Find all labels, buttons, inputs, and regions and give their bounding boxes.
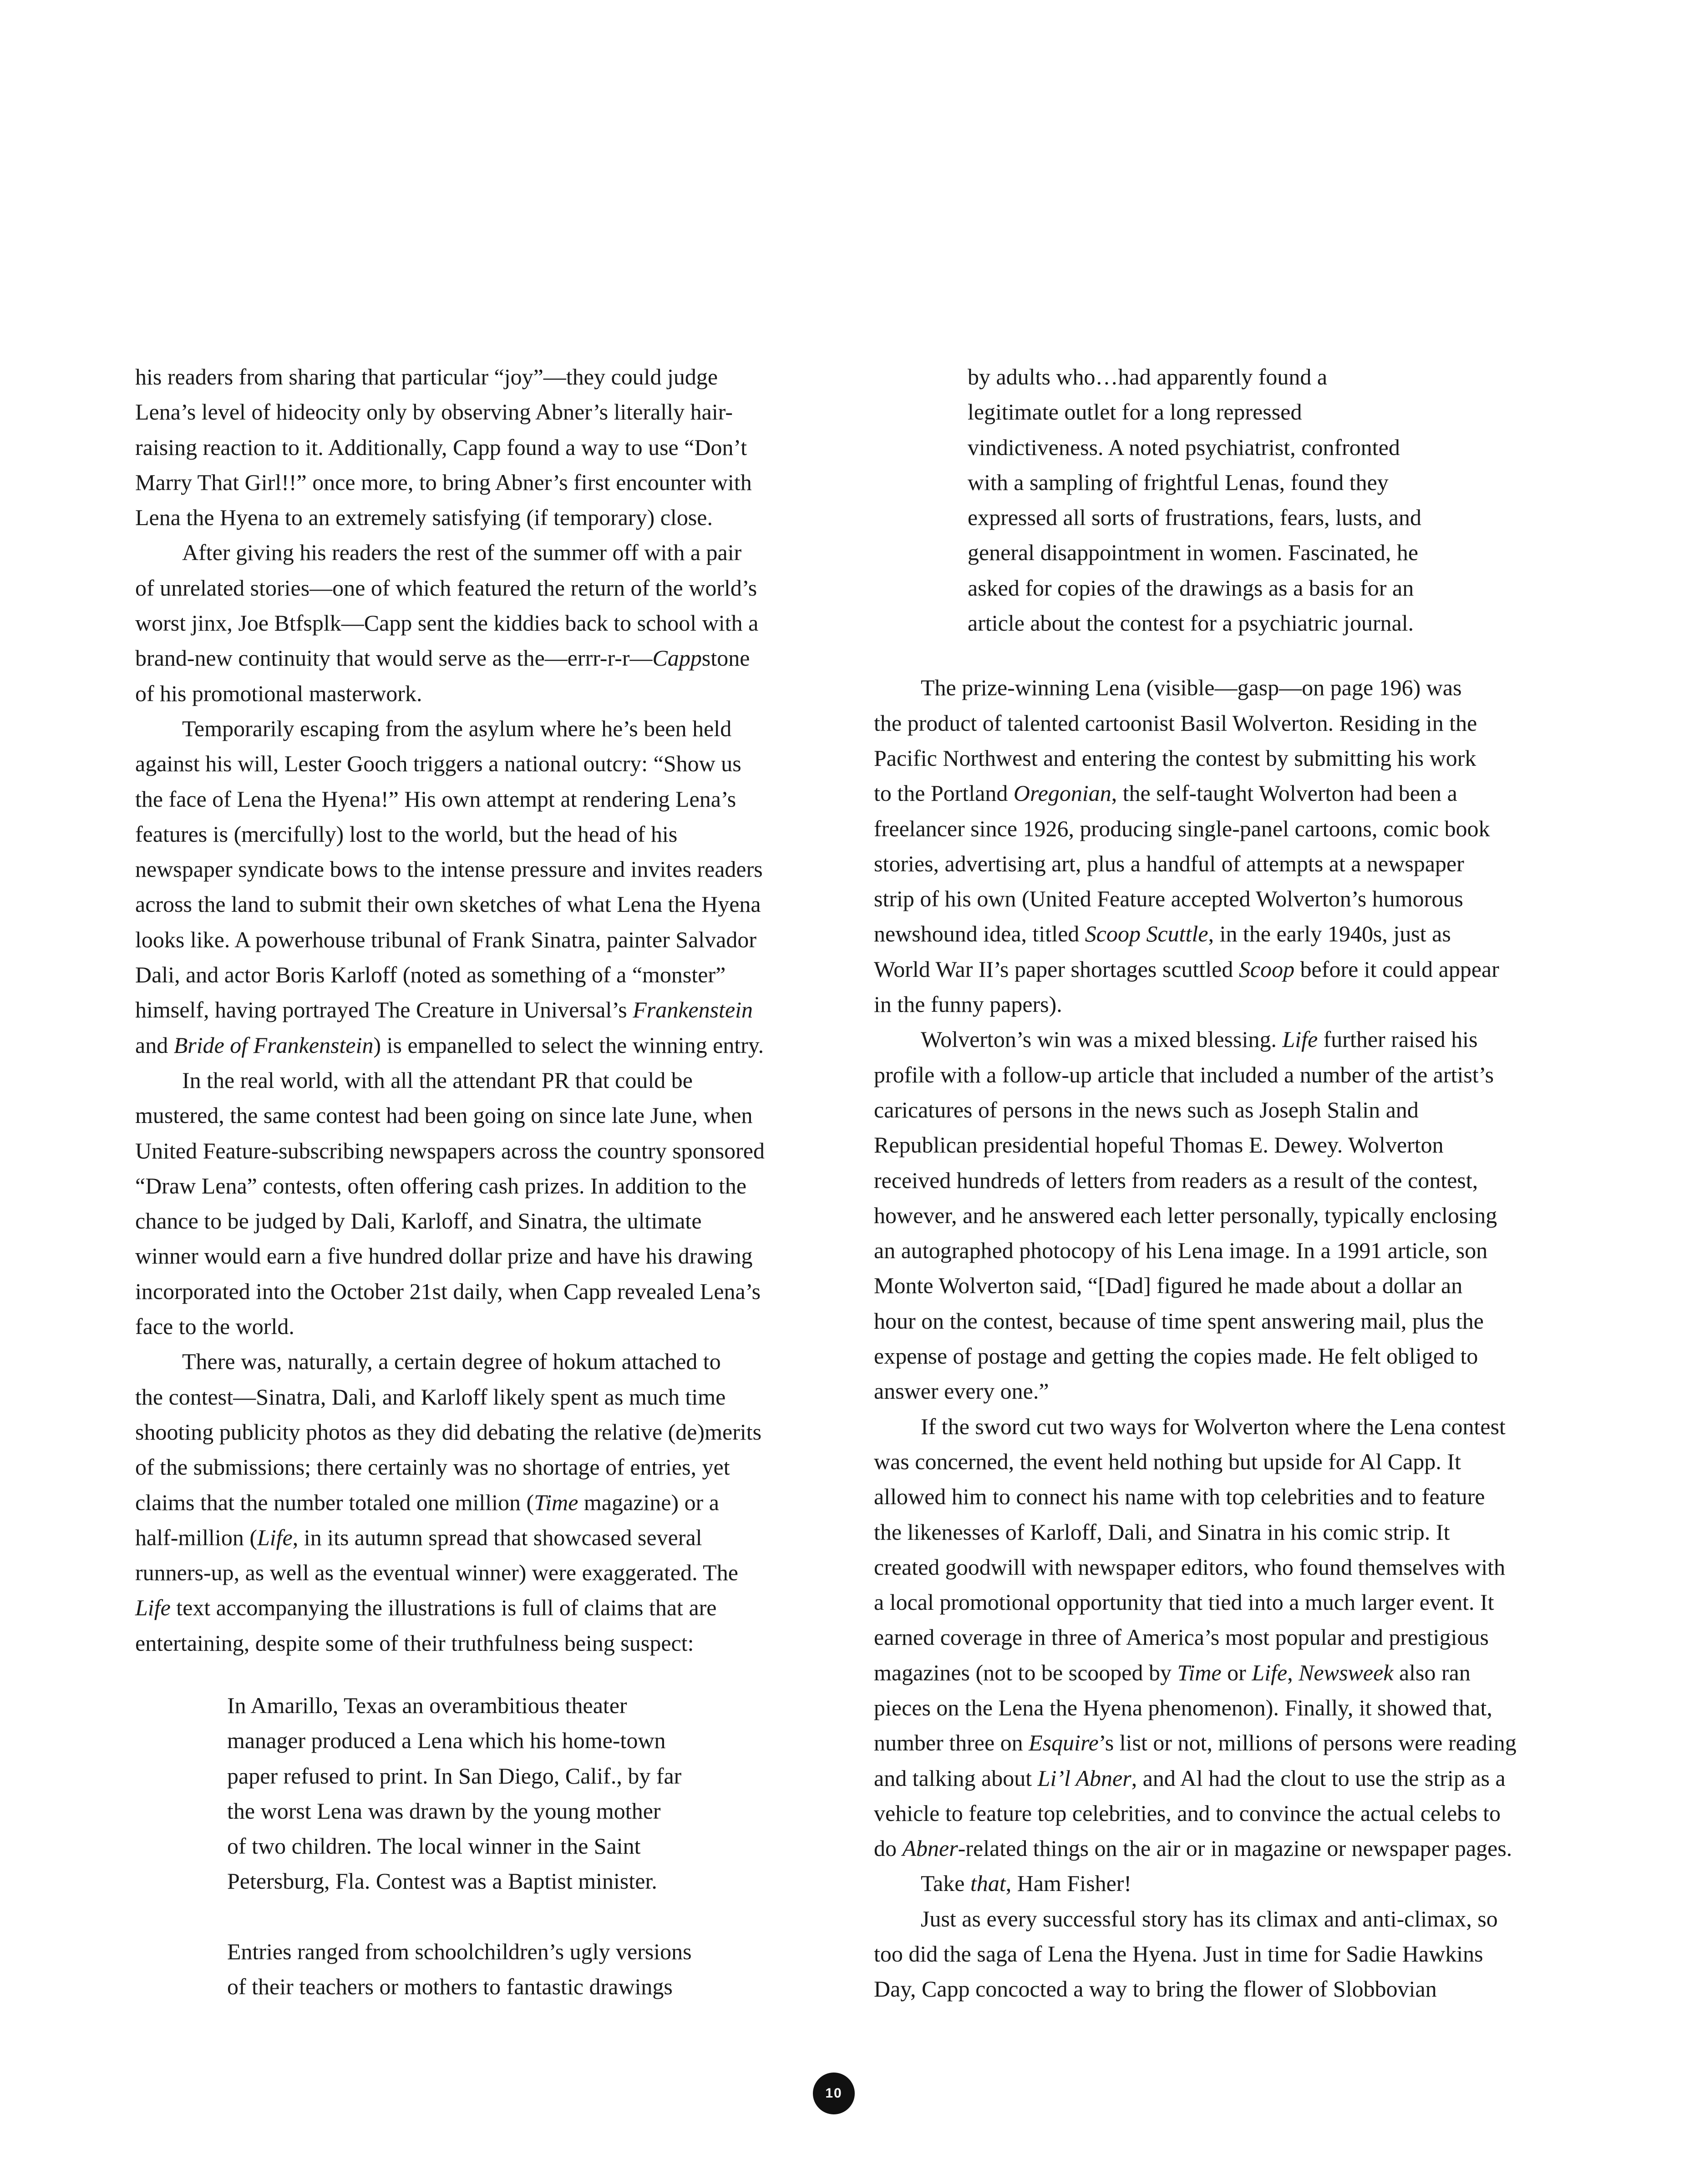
block-quote-amarillo: In Amarillo, Texas an overambitious theater manager produced a Lena which his home-town paper refused to print. In San Diego, Calif., by far the worst Lena was drawn by the young mother of two children. The local winner in the Saint Petersburg, Fla. Contest was a Baptist minister. [227,1692,682,1894]
left-column [135,359,809,2004]
paragraph-hokum: There was, naturally, a certain degree of hokum attached to the contest—Sinatra, Dali, and Karloff likely spent as much time shooting publicity photos as they did debating the relative (de)merits of the submissions; there certainly was no shortage of entries, yet claims that the number totaled one million (Time magazine) or a half-million (Life, in its autumn spread that showcased several runners-up, as well as the eventual winner) were exaggerated. The Life text accompanying the illustrations is full of claims that are entertaining, despite some of their truthfulness being suspect: [135,1349,762,1656]
paragraph-prize-winning: The prize-winning Lena (visible—gasp—on page 196) was the product of talented cartoonist Basil Wolverton. Residing in the Pacific Northwest and entering the contest by submitting his work to the Portland Oregonian, the self-taught Wolverton had been a freelancer since 1926, producing single-panel cartoons, comic book stories, advertising art, plus a handful of attempts at a newspaper strip of his own (United Feature accepted Wolverton’s humorous newshound idea, titled Scoop Scuttle, in the early 1940s, just as World War II’s paper shortages scuttled Scoop before it could appear in the funny papers). [874,675,1499,1017]
page-number: 10 [825,2086,842,2101]
paragraph-climax: Just as every successful story has its climax and anti-climax, so too did the saga of Lena the Hyena. Just in time for Sadie Hawkins Day, Capp concocted a way to bring the flower of Slobbovian [874,1906,1498,2002]
paragraph-ham-fisher: Take that, Ham Fisher! [921,1871,1132,1896]
paragraph-lester-gooch: Temporarily escaping from the asylum where he’s been held against his will, Lester Gooch triggers a national outcry: “Show us the face of Lena the Hyena!” His own attempt at rendering Lena’s features is (mercifully) lost to the world, but the head of his newspaper syndicate bows to the intense pressure and invites readers across the land to submit their own sketches of what Lena the Hyena looks like. A powerhouse tribunal of Frank Sinatra, painter Salvador Dali, and actor Boris Karloff (noted as something of a “monster” himself, having portrayed The Creature in Universal’s Frankenstein and Bride of Frankenstein) is empanelled to select the winning entry. [135,715,764,1058]
block-quote-continued: by adults who…had apparently found a legitimate outlet for a long repressed vindictiveness. A noted psychiatrist, confronted with a sampling of frightful Lenas, found they expressed all sorts of frustrations, fears, lusts, and general disappointment in women. Fascinated, he asked for copies of the drawings as a basis for an article about the contest for a psychiatric journal. [968,364,1421,636]
paragraph-mixed-blessing: Wolverton’s win was a mixed blessing. Life further raised his profile with a follow-up article that included a number of the artist’s caricatures of persons in the news such as Joseph Stalin and Republican presidential hopeful Thomas E. Dewey. Wolverton received hundreds of letters from readers as a result of the contest, however, and he answered each letter personally, typically enclosing an autographed photocopy of his Lena image. In a 1991 article, son Monte Wolverton said, “[Dad] figured he made about a dollar an hour on the contest, because of time spent answering mail, plus the expense of postage and getting the copies made. He felt obliged to answer every one.” [874,1026,1497,1404]
paragraph-sword-cut: If the sword cut two ways for Wolverton where the Lena contest was concerned, the event held nothing but upside for Al Capp. It allowed him to connect his name with top celebrities and to feature the likenesses of Karloff, Dali, and Sinatra in his comic strip. It created goodwill with newspaper editors, who found themselves with a local promotional opportunity that tied into a much larger event. It earned coverage in three of America’s most popular and prestigious magazines (not to be scooped by Time or Life, Newsweek also ran pieces on the Lena the Hyena phenomenon). Finally, it showed that, number three on Esquire’s list or not, millions of persons were reading and talking about Li’l Abner, and Al had the clout to use the strip as a vehicle to feature top celebrities, and to convince the actual celebs to do Abner-related things on the air or in magazine or newspaper pages. [874,1413,1517,1861]
paragraph-continued: his readers from sharing that particular “joy”—they could judge Lena’s level of hideocity only by observing Abner’s literally hair- raising reaction to it. Additionally, Capp found a way to use “Don’t Marry That Girl!!” once more, to bring Abner’s first encounter with Lena the Hyena to an extremely satisfying (if temporary) close. [135,364,752,531]
paragraph-real-world: In the real world, with all the attendant PR that could be mustered, the same contest had been going on since late June, when United Feature-subscribing newspapers across the country sponsored “Draw Lena” contests, often offering cash prizes. In addition to the chance to be judged by Dali, Karloff, and Sinatra, the ultimate winner would earn a five hundred dollar prize and have his drawing incorporated into the October 21st daily, when Capp revealed Lena’s face to the world. [135,1067,765,1340]
page-number-badge [813,2073,855,2114]
block-quote-entries: Entries ranged from schoolchildren’s ugly versions of their teachers or mothers to fantastic drawings [227,1938,692,2000]
paragraph-summer-stories: After giving his readers the rest of the summer off with a pair of unrelated stories—one of which featured the return of the world’s worst jinx, Joe Btfsplk—Capp sent the kiddies back to school with a brand-new continuity that would serve as the—errr-r-r—Cappstone of his promotional masterwork. [135,540,759,706]
right-column [874,359,1547,2007]
